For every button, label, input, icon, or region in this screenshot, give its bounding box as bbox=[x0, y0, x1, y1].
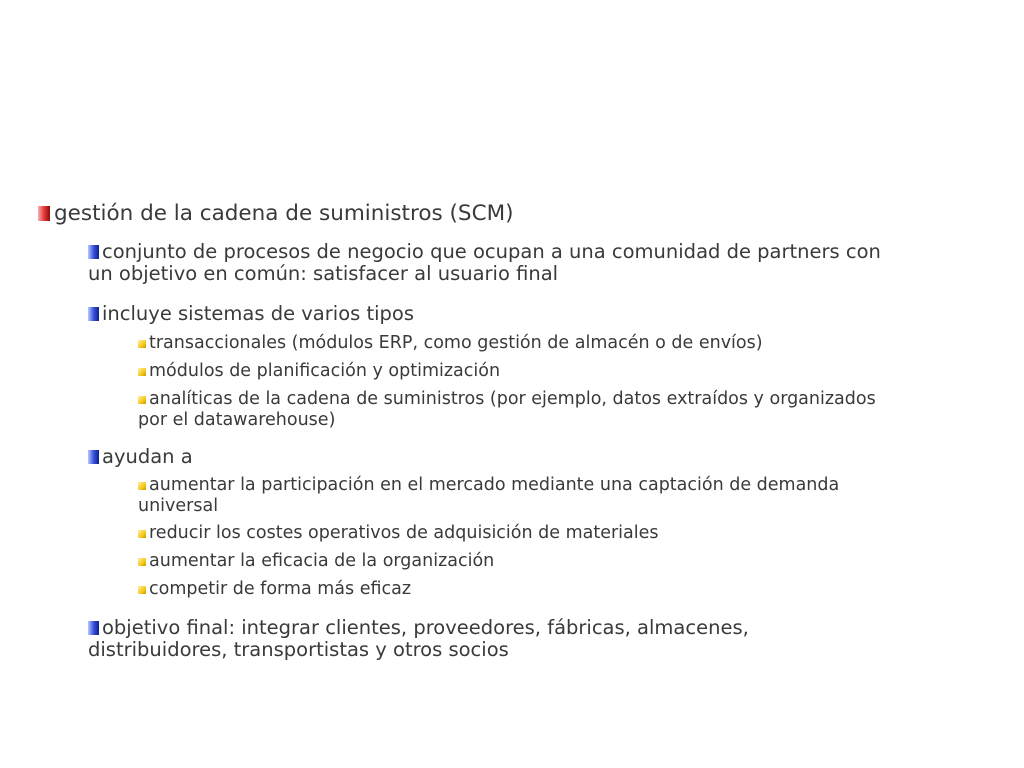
subbullet-costes bbox=[138, 523, 878, 544]
subbullet-text: analíticas de la cadena de suministros (por ejemplo, datos extraídos y organizados por el datawarehouse) bbox=[138, 389, 876, 430]
bullet-conjunto bbox=[88, 241, 888, 285]
blue-square-bullet-icon bbox=[88, 621, 99, 635]
subbullet-planificacion bbox=[138, 361, 878, 382]
bullet-ayudan bbox=[88, 446, 888, 468]
blue-square-bullet-icon bbox=[88, 450, 99, 464]
bullet-text: conjunto de procesos de negocio que ocupan a una comunidad de partners con un objetivo en común: satisfacer al usuario final bbox=[88, 240, 881, 285]
bullet-text: ayudan a bbox=[102, 445, 193, 468]
subbullet-text: aumentar la participación en el mercado mediante una captación de demanda universal bbox=[138, 475, 840, 516]
yellow-square-bullet-icon bbox=[138, 558, 146, 566]
yellow-square-bullet-icon bbox=[138, 482, 146, 490]
subbullet-participacion bbox=[138, 475, 878, 517]
subbullet-eficacia bbox=[138, 551, 878, 572]
bullet-objetivo bbox=[88, 617, 888, 661]
subbullet-text: reducir los costes operativos de adquisición de materiales bbox=[149, 523, 659, 543]
heading-scm bbox=[38, 200, 514, 228]
subbullet-text: competir de forma más eficaz bbox=[149, 579, 412, 599]
subbullet-text: aumentar la eficacia de la organización bbox=[149, 551, 495, 571]
yellow-square-bullet-icon bbox=[138, 530, 146, 538]
yellow-square-bullet-icon bbox=[138, 340, 146, 348]
red-square-bullet-icon bbox=[38, 206, 50, 221]
subbullet-transaccionales bbox=[138, 333, 878, 354]
subbullet-competir bbox=[138, 579, 878, 600]
bullet-text: incluye sistemas de varios tipos bbox=[102, 302, 415, 325]
subbullet-analiticas bbox=[138, 389, 878, 431]
yellow-square-bullet-icon bbox=[138, 586, 146, 594]
yellow-square-bullet-icon bbox=[138, 396, 146, 404]
bullet-text: objetivo final: integrar clientes, proveedores, fábricas, almacenes, distribuidores, transportistas y otros socios bbox=[88, 616, 749, 661]
subbullet-text: transaccionales (módulos ERP, como gestión de almacén o de envíos) bbox=[149, 333, 763, 353]
blue-square-bullet-icon bbox=[88, 307, 99, 321]
blue-square-bullet-icon bbox=[88, 245, 99, 259]
bullet-incluye bbox=[88, 303, 888, 325]
subbullet-text: módulos de planificación y optimización bbox=[149, 361, 501, 381]
yellow-square-bullet-icon bbox=[138, 368, 146, 376]
heading-text: gestión de la cadena de suministros (SCM) bbox=[54, 201, 514, 226]
